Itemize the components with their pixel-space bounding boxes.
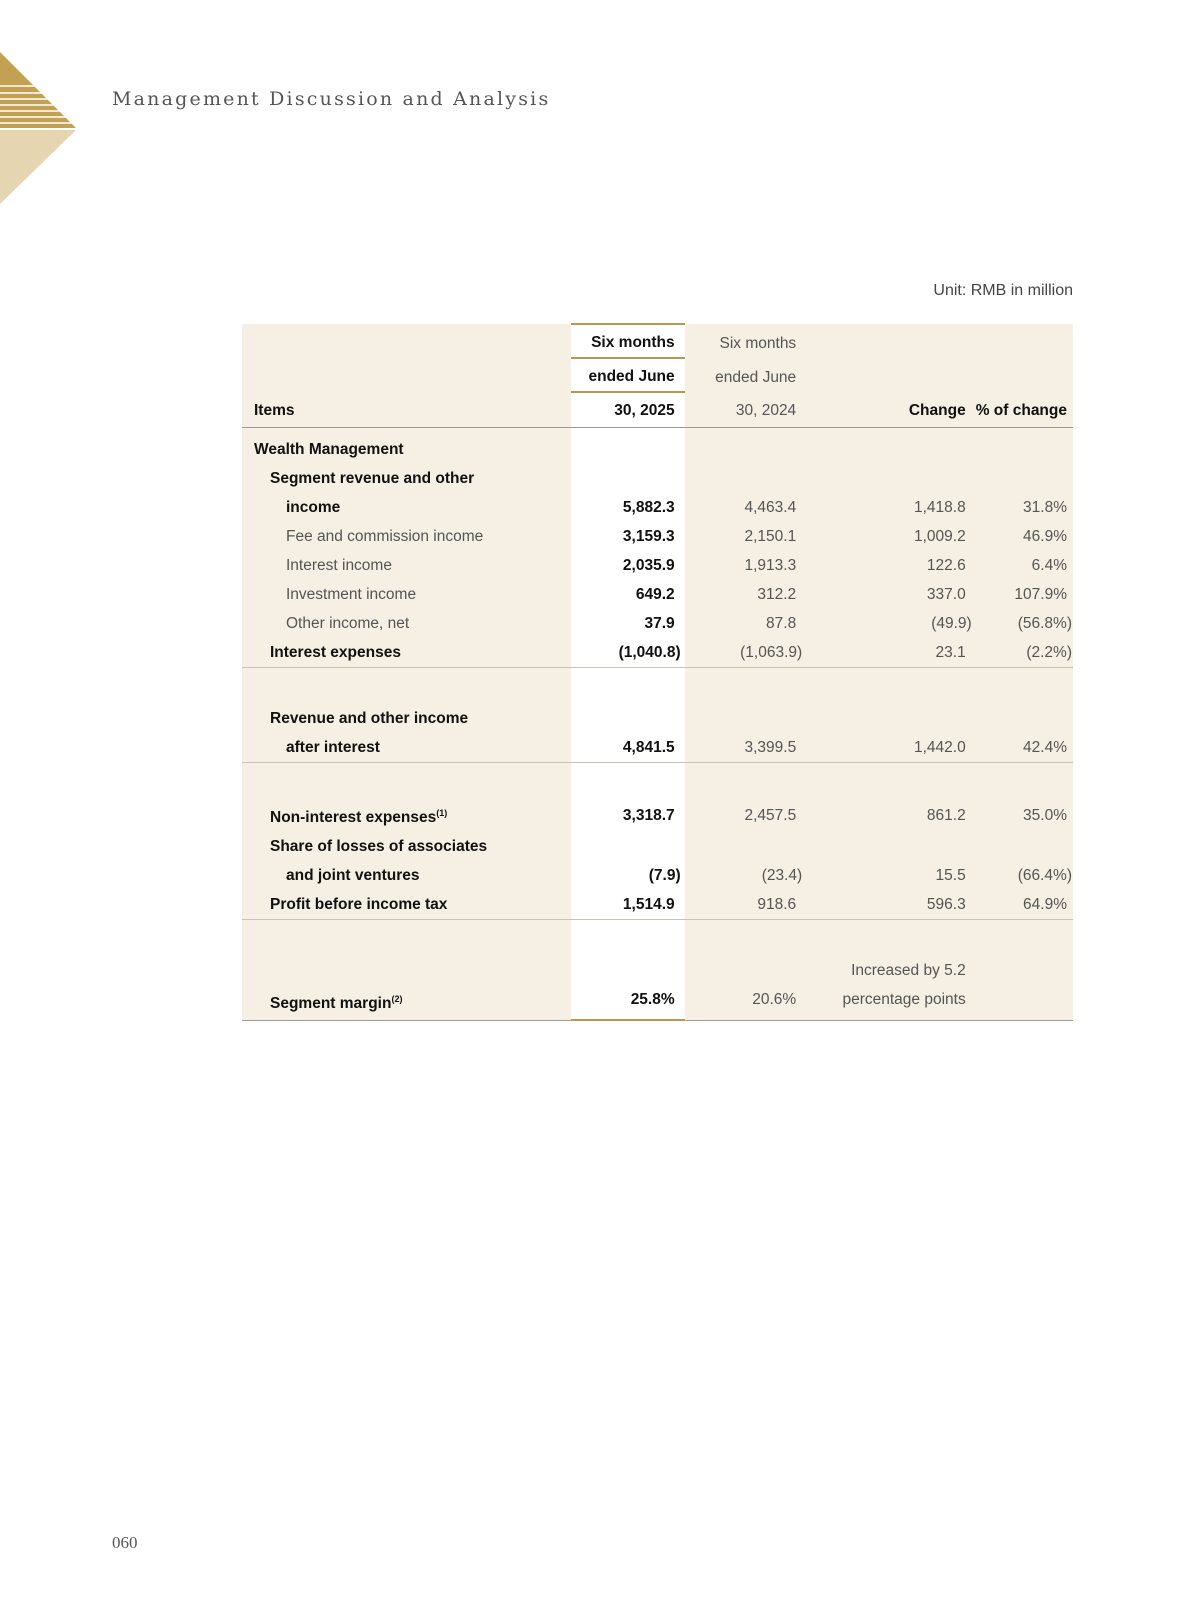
row-label: Segment revenue and other xyxy=(242,464,571,493)
row-label: Fee and commission income xyxy=(242,522,571,551)
value-change: 122.6 xyxy=(806,551,976,580)
table-row xyxy=(242,985,1073,1020)
row-label: Revenue and other income xyxy=(242,704,571,733)
row-label: income xyxy=(242,493,571,522)
value-2025: 1,514.9 xyxy=(571,890,685,920)
row-label: Profit before income tax xyxy=(242,890,571,920)
table-row xyxy=(242,464,1073,493)
header-2024-line2: ended June xyxy=(685,358,807,392)
value-2025: 25.8% xyxy=(571,985,685,1020)
table-row-section xyxy=(242,435,1073,464)
table-row xyxy=(242,609,1073,638)
header-2024-line1: Six months xyxy=(685,324,807,358)
row-label: and joint ventures xyxy=(242,861,571,890)
value-pct: (56.8%) xyxy=(976,609,1073,638)
page-number: 060 xyxy=(112,1533,138,1552)
value-2025: (7.9) xyxy=(571,861,685,890)
table-row xyxy=(242,638,1073,668)
table-row xyxy=(242,580,1073,609)
value-pct: 64.9% xyxy=(976,890,1073,920)
table-row xyxy=(242,832,1073,861)
value-2025: 37.9 xyxy=(571,609,685,638)
value-change-line1: Increased by 5.2 xyxy=(806,956,976,985)
table-row xyxy=(242,956,1073,985)
header-2025-line1: Six months xyxy=(571,324,685,358)
value-pct: 42.4% xyxy=(976,733,1073,763)
value-2024: 312.2 xyxy=(685,580,807,609)
value-2025: 4,841.5 xyxy=(571,733,685,763)
value-2024: 2,457.5 xyxy=(685,799,807,832)
value-2025: 3,159.3 xyxy=(571,522,685,551)
value-change: 1,418.8 xyxy=(806,493,976,522)
table-row xyxy=(242,733,1073,763)
value-pct: (66.4%) xyxy=(976,861,1073,890)
value-change: 23.1 xyxy=(806,638,976,668)
value-pct: 6.4% xyxy=(976,551,1073,580)
table-row xyxy=(242,704,1073,733)
header-change: Change xyxy=(806,392,976,428)
row-label: after interest xyxy=(242,733,571,763)
corner-triangle-logo xyxy=(0,52,80,204)
value-change: 1,442.0 xyxy=(806,733,976,763)
value-pct: 35.0% xyxy=(976,799,1073,832)
value-2024: 2,150.1 xyxy=(685,522,807,551)
value-2025: 649.2 xyxy=(571,580,685,609)
row-label: Other income, net xyxy=(242,609,571,638)
value-2024: 4,463.4 xyxy=(685,493,807,522)
header-items: Items xyxy=(242,392,571,428)
value-2024: 3,399.5 xyxy=(685,733,807,763)
row-label: Share of losses of associates xyxy=(242,832,571,861)
value-2024: 1,913.3 xyxy=(685,551,807,580)
table-row xyxy=(242,522,1073,551)
table-row xyxy=(242,493,1073,522)
value-pct: 31.8% xyxy=(976,493,1073,522)
row-label: Segment margin$^{(2)}$ xyxy=(242,985,571,1020)
table-row xyxy=(242,861,1073,890)
value-change: percentage points xyxy=(806,985,976,1020)
value-change: 596.3 xyxy=(806,890,976,920)
value-pct: (2.2%) xyxy=(976,638,1073,668)
value-change: (49.9) xyxy=(806,609,976,638)
value-2024: 20.6% xyxy=(685,985,807,1020)
page-header-title: Management Discussion and Analysis xyxy=(112,88,551,110)
value-2024: 87.8 xyxy=(685,609,807,638)
value-pct xyxy=(976,985,1073,1020)
value-pct: 46.9% xyxy=(976,522,1073,551)
row-label: Interest expenses xyxy=(242,638,571,668)
header-2024-line3: 30, 2024 xyxy=(685,392,807,428)
value-2025: 5,882.3 xyxy=(571,493,685,522)
header-2025-line3: 30, 2025 xyxy=(571,392,685,428)
value-2024: 918.6 xyxy=(685,890,807,920)
wealth-management-table xyxy=(242,323,1073,1021)
value-2025: 2,035.9 xyxy=(571,551,685,580)
table-row xyxy=(242,799,1073,832)
value-2024: (1,063.9) xyxy=(685,638,807,668)
value-2025: 3,318.7 xyxy=(571,799,685,832)
row-label: Investment income xyxy=(242,580,571,609)
table-row xyxy=(242,551,1073,580)
value-pct: 107.9% xyxy=(976,580,1073,609)
header-2025-line2: ended June xyxy=(571,358,685,392)
row-label: Non-interest expenses$^{(1)}$ xyxy=(242,799,571,832)
value-2025: (1,040.8) xyxy=(571,638,685,668)
value-change: 337.0 xyxy=(806,580,976,609)
table-row xyxy=(242,890,1073,920)
section-title: Wealth Management xyxy=(242,435,571,464)
value-2024: (23.4) xyxy=(685,861,807,890)
value-change: 15.5 xyxy=(806,861,976,890)
unit-label: Unit: RMB in million xyxy=(933,282,1073,299)
value-change: 1,009.2 xyxy=(806,522,976,551)
value-change: 861.2 xyxy=(806,799,976,832)
header-pct-change: % of change xyxy=(976,392,1073,428)
row-label: Interest income xyxy=(242,551,571,580)
